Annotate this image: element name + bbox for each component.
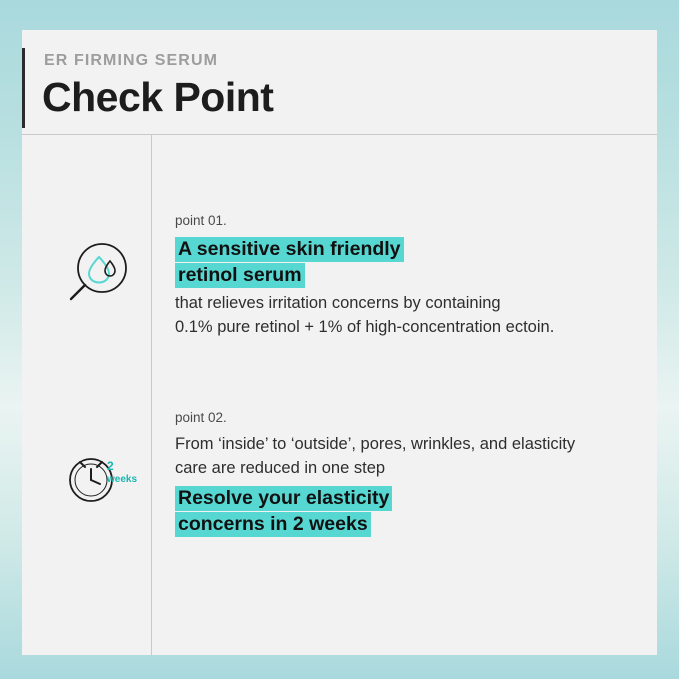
point-2-plain-line-2: care are reduced in one step — [175, 458, 386, 477]
clock-2-weeks-icon — [58, 438, 138, 518]
point-2-highlight-text-2: concerns in 2 weeks — [175, 512, 371, 537]
card-body — [22, 135, 657, 655]
point-2-highlight-line-2 — [175, 511, 635, 537]
card-header — [22, 30, 657, 135]
point-2-highlight-line-1 — [175, 485, 635, 511]
point-2-content — [175, 410, 635, 537]
point-1-content — [175, 213, 635, 340]
product-eyebrow: ER FIRMING SERUM — [44, 52, 219, 69]
clock-badge-line-2: weeks — [107, 474, 138, 485]
point-1-label: point 01. — [175, 213, 227, 228]
point-1-plain-line-1: that relieves irritation concerns by containing — [175, 294, 501, 313]
magnifier-droplet-icon — [58, 237, 138, 317]
point-1-highlight-line-2 — [175, 262, 635, 288]
point-2-highlight-text-1: Resolve your elasticity — [175, 486, 392, 511]
point-2-label: point 02. — [175, 410, 227, 425]
vertical-divider — [151, 135, 152, 655]
point-1-highlight-line-1 — [175, 236, 635, 262]
clock-badge-line-1: 2 — [107, 459, 114, 473]
page-title: Check Point — [42, 74, 274, 120]
point-1-highlight-text-2: retinol serum — [175, 263, 305, 288]
point-1-highlight-text-1: A sensitive skin friendly — [175, 237, 404, 262]
point-1-plain-line-2: 0.1% pure retinol + 1% of high-concentration ectoin. — [175, 318, 555, 337]
point-2-plain-line-1: From ‘inside’ to ‘outside’, pores, wrinkles, and elasticity — [175, 435, 576, 453]
header-accent-bar — [22, 48, 25, 128]
check-point-card — [22, 30, 657, 655]
